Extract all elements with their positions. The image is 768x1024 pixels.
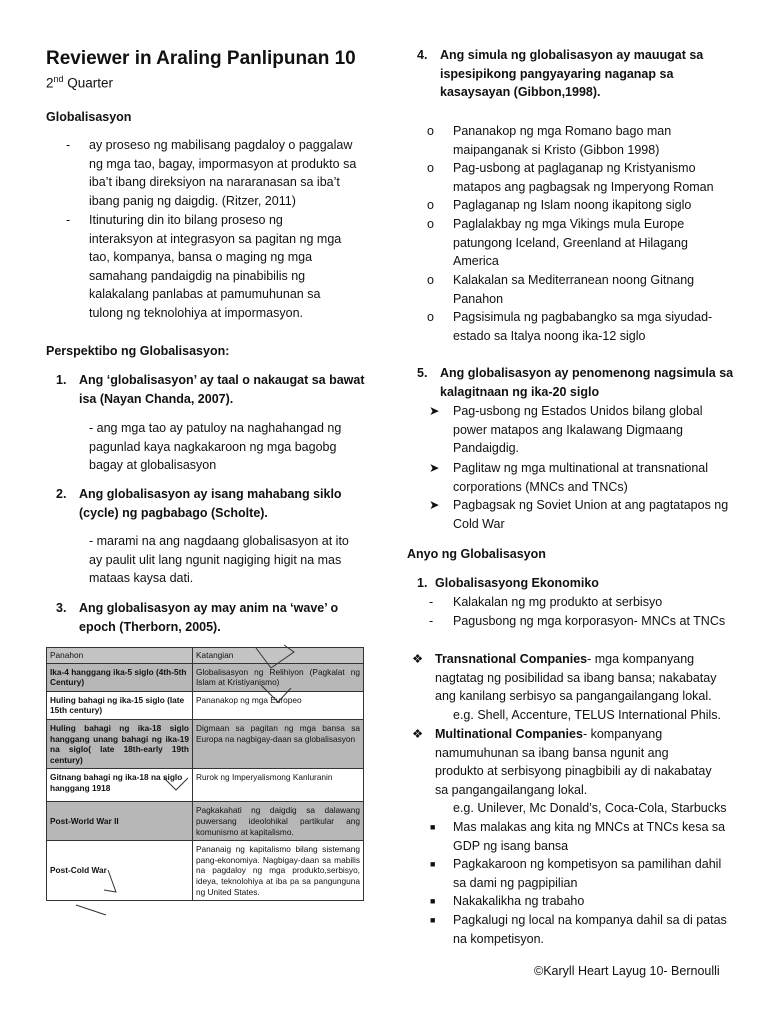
- definition-2: Itinuturing din ito bilang proseso ng interaksyon at integrasyon sa pagitan ng mga tao, kompanya, bansa o maging ng mga samahang pandaigdig na pinabibilis ng kalakalang panlabas at pamumuhunan sa tulong ng teknolohiya at impormasyon.: [89, 213, 342, 320]
- definition-1: ay proseso ng mabilisang pagdaloy o paggalaw ng mga tao, bagay, impormasyon at produkto sa iba’t ibang direksiyon na nararanasan sa iba’t ibang panig ng daigdig. (Ritzer, 2011): [89, 138, 357, 208]
- dash-marker: -: [429, 614, 434, 628]
- table-cell: Ika-4 hanggang ika-5 siglo (4th-5th Century): [47, 663, 193, 691]
- table-cell: Huling bahagi ng ika-15 siglo (late 15th century): [47, 691, 193, 719]
- table-cell: Digmaan sa pagitan ng mga bansa sa Europa na nagbigay-daan sa globalisasyon: [193, 719, 364, 768]
- list-item: Kalakalan ng mg produkto at serbisyo: [453, 595, 663, 609]
- circle-bullet: o: [427, 217, 434, 231]
- dash-marker: -: [66, 213, 71, 227]
- list-number: 2.: [56, 487, 67, 501]
- list-item: Paglalakbay ng mga Vikings mula Europe patungong Iceland, Greenland at Hilagang America: [453, 217, 688, 269]
- globalisasyon-heading: Globalisasyon: [46, 110, 132, 124]
- circle-bullet: o: [427, 124, 434, 138]
- table-cell: Post-World War II: [47, 802, 193, 841]
- circle-bullet: o: [427, 273, 434, 287]
- list-item: Pag-usbong ng Estados Unidos bilang global power matapos ang Ikalawang Digmaang Pandaigdig.: [453, 404, 703, 456]
- arrow-bullet-icon: ➤: [429, 498, 440, 512]
- arrow-bullet-icon: ➤: [429, 461, 440, 475]
- dash-marker: -: [66, 138, 71, 152]
- perspective-2: Ang globalisasyon ay isang mahabang siklo (cycle) ng pagbabago (Scholte).: [79, 487, 342, 520]
- list-item: Pagsisimula ng pagbabangko sa mga siyudad- estado sa Italya noong ika-12 siglo: [453, 310, 713, 343]
- tnc-definition: Transnational Companies- mga kompanyang nagtatag ng posibilidad sa ibang bansa; nakabatay ang kanilang serbisyo sa pangangailangang lokal. e.g. Shell, Accenture, TELUS International Phils.: [435, 652, 721, 722]
- mnc-definition: Multinational Companies- kompanyang namumuhunan sa ibang bansa ngunit ang produkto at serbisyong pinagbibili ay di nakabatay sa pangangailangang lokal. e.g. Unilever, Mc Donald’s, Coca-Cola, Starbucks: [435, 727, 727, 816]
- table-cell: Post-Cold War: [47, 841, 193, 901]
- square-bullet-icon: ■: [430, 822, 436, 832]
- square-bullet-icon: ■: [430, 896, 436, 906]
- list-item: Paglaganap ng Islam noong ikapitong siglo: [453, 198, 692, 212]
- perspective-5: Ang globalisasyon ay penomenong nagsimula sa kalagitnaan ng ika-20 siglo: [440, 366, 734, 399]
- perspective-1-note: - ang mga tao ay patuloy na naghahangad ng pagunlad kaya nagkakaroon ng mga bagobg bagay at globalisasyon: [89, 421, 342, 473]
- diamond-bullet-icon: ❖: [412, 652, 424, 666]
- perspective-4: Ang simula ng globalisasyon ay mauugat sa ispesipikong pangyayaring naganap sa kasaysayan (Gibbon,1998).: [440, 48, 704, 100]
- list-item: Nakakalikha ng trabaho: [453, 894, 585, 908]
- page-title: Reviewer in Araling Panlipunan 10: [46, 48, 356, 69]
- circle-bullet: o: [427, 310, 434, 324]
- quarter-suffix: nd: [53, 74, 64, 84]
- list-item: Pananakop ng mga Romano bago man maipanganak si Kristo (Gibbon 1998): [453, 124, 672, 157]
- table-cell: Pananaig ng kapitalismo bilang sistemang pang-ekonomiya. Nagbigay-daan sa mabilis na pagdaloy ng mga produkto,serbisyo, ideya, teknolohiya at iba pa sa pangunguna ng United States.: [193, 841, 364, 901]
- list-item: Pagkakaroon ng kompetisyon sa pamilihan dahil sa dami ng pagpipilian: [453, 857, 722, 890]
- list-item: Pagbagsak ng Soviet Union at ang pagtatapos ng Cold War: [453, 498, 729, 531]
- list-number: 3.: [56, 601, 67, 615]
- list-item: Kalakalan sa Mediterranean noong Gitnang Panahon: [453, 273, 695, 306]
- quarter-word: Quarter: [63, 75, 114, 91]
- footer-credit: ©Karyll Heart Layug 10- Bernoulli: [534, 964, 720, 978]
- table-cell: Huling bahagi ng ika-18 siglo hanggang unang bahagi ng ika-19 na siglo( late 18th-early 19th century): [47, 719, 193, 768]
- list-item: Paglitaw ng mga multinational at transnational corporations (MNCs and TNCs): [453, 461, 709, 494]
- perspektibo-heading: Perspektibo ng Globalisasyon:: [46, 344, 230, 358]
- arrow-bullet-icon: ➤: [429, 404, 440, 418]
- circle-bullet: o: [427, 198, 434, 212]
- quarter-number: 2: [46, 75, 54, 91]
- table-cell: Pagkakahati ng daigdig sa dalawang puwersang ideolohikal partikular ang komunismo at kapitalismo.: [193, 802, 364, 841]
- list-item: Pag-usbong at paglaganap ng Kristyanismo matapos ang pagbagsak ng Imperyong Roman: [453, 161, 714, 194]
- perspective-3: Ang globalisasyon ay may anim na ‘wave’ o epoch (Therborn, 2005).: [79, 601, 339, 634]
- perspective-1: Ang ‘globalisasyon’ ay taal o nakaugat sa bawat isa (Nayan Chanda, 2007).: [79, 373, 365, 406]
- globalisasyong-ekonomiko: Globalisasyong Ekonomiko: [435, 576, 599, 590]
- list-item: Pagkalugi ng local na kompanya dahil sa di patas na kompetisyon.: [453, 913, 727, 946]
- table-cell: Gitnang bahagi ng ika-18 na siglo hanggang 1918: [47, 769, 193, 802]
- list-number: 5.: [417, 366, 428, 380]
- list-number: 1.: [417, 576, 428, 590]
- list-item: Pagusbong ng mga korporasyon- MNCs at TNCs: [453, 614, 726, 628]
- header-panahon: Panahon: [47, 648, 193, 664]
- table-cell: Pananakop ng mga Europeo: [193, 691, 364, 719]
- header-katangian: Katangian: [193, 648, 364, 664]
- square-bullet-icon: ■: [430, 859, 436, 869]
- perspective-2-note: - marami na ang nagdaang globalisasyon at ito ay paulit ulit lang ngunit nagiging higit na mas mataas kaysa dati.: [89, 534, 349, 586]
- square-bullet-icon: ■: [430, 915, 436, 925]
- diamond-bullet-icon: ❖: [412, 727, 424, 741]
- scribble-marks: [46, 640, 366, 930]
- quarter-label: [46, 74, 113, 91]
- list-number: 4.: [417, 48, 428, 62]
- list-number: 1.: [56, 373, 67, 387]
- anyo-heading: Anyo ng Globalisasyon: [407, 547, 546, 561]
- dash-marker: -: [429, 595, 434, 609]
- table-cell: Globalisasyon ng Relihiyon (Pagkalat ng Islam at Kristiyanismo): [193, 663, 364, 691]
- list-item: Mas malakas ang kita ng MNCs at TNCs kesa sa GDP ng isang bansa: [453, 820, 726, 853]
- circle-bullet: o: [427, 161, 434, 175]
- table-cell: Rurok ng Imperyalismong Kanluranin: [193, 769, 364, 802]
